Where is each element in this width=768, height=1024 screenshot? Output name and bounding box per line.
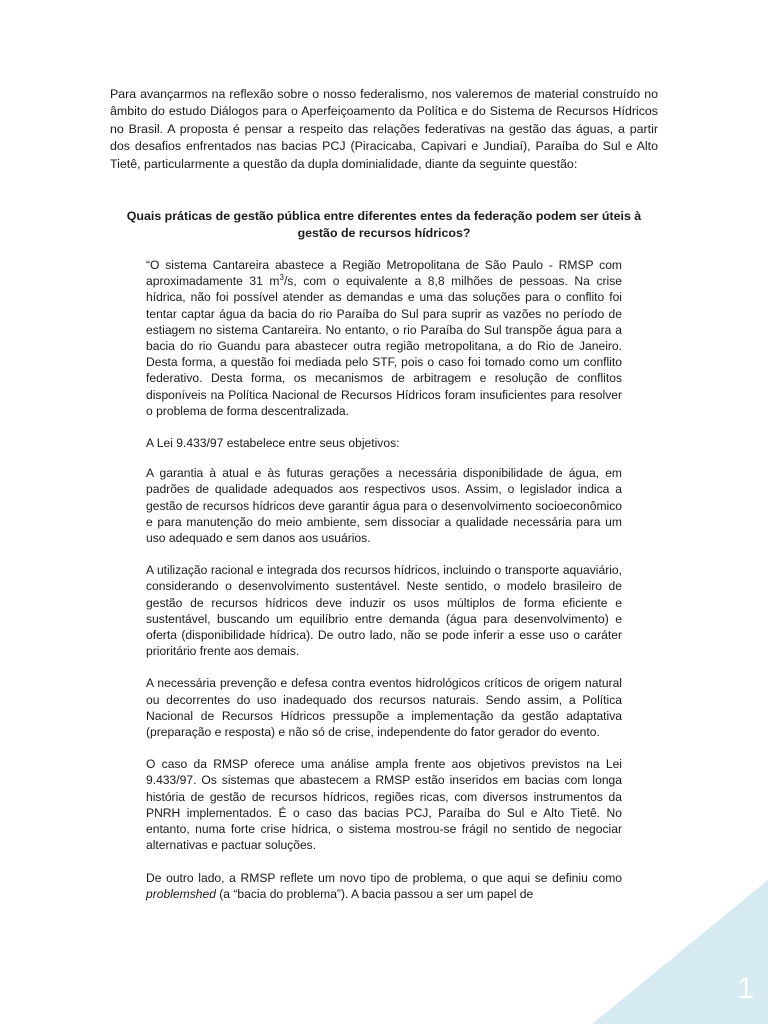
quote-p1-superscript: 3 [279,273,284,283]
quote-paragraph-7 [146,870,622,902]
quote-p1-rest: /s, com o equivalente a 8,8 milhões de pessoas. Na crise hídrica, não foi possível atender as demandas e uma das soluções para o conflito foi tentar captar água da bacia do rio Paraíba do Sul para suprir as vazões no período de estiagem no sistema Cantareira. No entanto, o rio Paraíba do Sul transpõe água para a bacia do rio Guandu para abastecer outra região metropolitana, a do Rio de Janeiro. Desta forma, a questão foi mediada pelo STF, pois o caso foi tomado como um conflito federativo. Desta forma, os mecanismos de arbitragem e resolução de conflitos disponíveis na Política Nacional de Recursos Hídricos foram insuficientes para resolver o problema de forma descentralizada. [146,274,622,418]
quote-paragraph-5: A necessária prevenção e defesa contra eventos hidrológicos críticos de origem natural ou decorrentes do uso inadequado dos recursos naturais. Sendo assim, a Política Nacional de Recursos Hídricos pressupõe a implementação da gestão adaptativa (preparação e resposta) e não só de crise, independente do fator gerador do evento. [146,676,622,740]
quote-p7-emphasis: problemshed [146,886,216,901]
quote-p1-start: “O sistema Cantareira abastece a Região Metropolitana de São Paulo - RMSP com aproximadamente 31 m [146,258,622,289]
intro-paragraph: Para avançarmos na reflexão sobre o nosso federalismo, nos valeremos de material construído no âmbito do estudo Diálogos para o Aperfeiçoamento da Política e do Sistema de Recursos Hídricos no Brasil. A proposta é pensar a respeito das relações federativas na gestão das águas, a partir dos desafios enfrentados nas bacias PCJ (Piracicaba, Capivari e Jundiaí), Paraíba do Sul e Alto Tietê, particularmente a questão da dupla dominialidade, diante da seguinte questão: [110,87,658,171]
quote-paragraph-2: A Lei 9.433/97 estabelece entre seus objetivos: [146,436,400,451]
quote-block [146,257,622,918]
quote-p7-rest: (a “bacia do problema”). A bacia passou a ser um papel de [215,886,534,901]
quote-paragraph-4: A utilização racional e integrada dos recursos hídricos, incluindo o transporte aquaviário, considerando o desenvolvimento sustentável. Neste sentido, o modelo brasileiro de gestão de recursos hídricos deve induzir os usos múltiplos de forma eficiente e sustentável, buscando um equilíbrio entre demanda (água para desenvolvimento) e oferta (disponibilidade hídrica). De outro lado, não se pode inferir a esse uso o caráter prioritário frente aos demais. [146,563,622,659]
page-number: 1 [737,972,754,1005]
quote-paragraph-6: O caso da RMSP oferece uma análise ampla frente aos objetivos previstos na Lei 9.433/97. Os sistemas que abastecem a RMSP estão inseridos em bacias com longa história de gestão de recursos hídricos, regiões ricas, com diversos instrumentos da PNRH implementados. É o caso das bacias PCJ, Paraíba do Sul e Alto Tietê. No entanto, numa forte crise hídrica, o sistema mostrou-se frágil no sentido de negociar alternativas e pactuar soluções. [146,757,622,853]
question-heading: Quais práticas de gestão pública entre diferentes entes da federação podem ser úteis à gestão de recursos hídricos? [126,209,642,241]
quote-paragraph-1 [146,257,622,419]
quote-paragraph-3: A garantia à atual e às futuras gerações a necessária disponibilidade de água, em padrões de qualidade adequados aos respectivos usos. Assim, o legislador indica a gestão de recursos hídricos deve garantir água para o desenvolvimento socioeconômico e para manutenção do meio ambiente, sem dissociar a qualidade necessária para um uso adequado e sem danos aos usuários. [146,466,622,546]
quote-p7-start: De outro lado, a RMSP reflete um novo tipo de problema, o que aqui se definiu como [146,870,622,885]
